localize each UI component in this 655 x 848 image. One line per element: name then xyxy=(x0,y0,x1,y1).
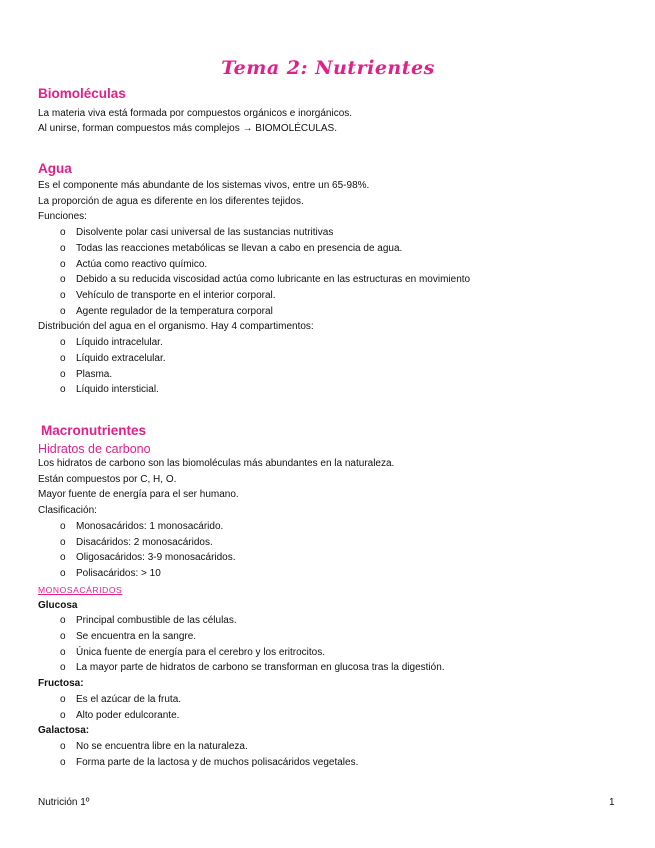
footer-page-number: 1 xyxy=(609,797,615,808)
list-item: o Vehículo de transporte en el interior corporal. xyxy=(60,290,276,301)
paragraph-line: Están compuestos por C, H, O. xyxy=(38,474,177,485)
footer-course: Nutrición 1º xyxy=(38,797,90,808)
paragraph-line: Mayor fuente de energía para el ser humano. xyxy=(38,489,239,500)
list-item: o La mayor parte de hidratos de carbono se transforman en glucosa tras la digestión. xyxy=(60,662,445,673)
list-item: o Alto poder edulcorante. xyxy=(60,710,180,721)
bullet-icon: o xyxy=(60,384,66,395)
paragraph-line: Distribución del agua en el organismo. Hay 4 compartimentos: xyxy=(38,321,314,332)
section-heading-biomoleculas: Biomoléculas xyxy=(38,86,126,101)
section-heading-agua: Agua xyxy=(38,161,72,176)
bullet-icon: o xyxy=(60,757,66,768)
paragraph-line: Al unirse, forman compuestos más complejos → BIOMOLÉCULAS. xyxy=(38,123,337,134)
bullet-icon: o xyxy=(60,647,66,658)
list-item: o Actúa como reactivo químico. xyxy=(60,259,208,270)
bullet-icon: o xyxy=(60,615,66,626)
section-heading-macronutrientes: Macronutrientes xyxy=(41,423,147,438)
list-item: o Agente regulador de la temperatura corporal xyxy=(60,306,273,317)
minor-heading-monosacaridos: MONOSACÁRIDOS xyxy=(38,585,123,595)
bullet-icon: o xyxy=(60,741,66,752)
term-label-galactosa: Galactosa: xyxy=(38,725,90,736)
list-item: o Todas las reacciones metabólicas se llevan a cabo en presencia de agua. xyxy=(60,243,403,254)
list-item: o Oligosacáridos: 3-9 monosacáridos. xyxy=(60,552,236,563)
list-item: o Principal combustible de las células. xyxy=(60,615,237,626)
bullet-icon: o xyxy=(60,227,66,238)
list-item: o Forma parte de la lactosa y de muchos polisacáridos vegetales. xyxy=(60,757,359,768)
paragraph-line: Es el componente más abundante de los sistemas vivos, entre un 65-98%. xyxy=(38,180,370,191)
bullet-icon: o xyxy=(60,710,66,721)
list-item: o Disacáridos: 2 monosacáridos. xyxy=(60,537,213,548)
bullet-icon: o xyxy=(60,694,66,705)
bullet-icon: o xyxy=(60,369,66,380)
list-item: o Es el azúcar de la fruta. xyxy=(60,694,182,705)
subsection-heading-hidratos: Hidratos de carbono xyxy=(38,442,151,456)
bullet-icon: o xyxy=(60,662,66,673)
term-label-fructosa: Fructosa: xyxy=(38,678,84,689)
paragraph-line: La proporción de agua es diferente en los diferentes tejidos. xyxy=(38,196,304,207)
page-title: Tema 2: Nutrientes xyxy=(221,57,435,79)
paragraph-line: Funciones: xyxy=(38,211,87,222)
bullet-icon: o xyxy=(60,306,66,317)
list-item: o Única fuente de energía para el cerebro y los eritrocitos. xyxy=(60,647,326,658)
list-item: o Debido a su reducida viscosidad actúa como lubricante en las estructuras en movimiento xyxy=(60,274,471,285)
list-item: o Líquido intersticial. xyxy=(60,384,159,395)
list-item: o Líquido extracelular. xyxy=(60,353,166,364)
list-item: o Se encuentra en la sangre. xyxy=(60,631,197,642)
bullet-icon: o xyxy=(60,537,66,548)
bullet-icon: o xyxy=(60,337,66,348)
bullet-icon: o xyxy=(60,243,66,254)
list-item: o Polisacáridos: > 10 xyxy=(60,568,161,579)
paragraph-line: Clasificación: xyxy=(38,505,97,516)
term-label-glucosa: Glucosa xyxy=(38,600,78,611)
list-item: o No se encuentra libre en la naturaleza. xyxy=(60,741,248,752)
bullet-icon: o xyxy=(60,568,66,579)
list-item: o Líquido intracelular. xyxy=(60,337,163,348)
paragraph-line: Los hidratos de carbono son las biomoléculas más abundantes en la naturaleza. xyxy=(38,458,395,469)
bullet-icon: o xyxy=(60,521,66,532)
list-item: o Plasma. xyxy=(60,369,113,380)
bullet-icon: o xyxy=(60,259,66,270)
list-item: o Monosacáridos: 1 monosacárido. xyxy=(60,521,224,532)
bullet-icon: o xyxy=(60,631,66,642)
bullet-icon: o xyxy=(60,274,66,285)
list-item: o Disolvente polar casi universal de las sustancias nutritivas xyxy=(60,227,334,238)
paragraph-line: La materia viva está formada por compuestos orgánicos e inorgánicos. xyxy=(38,108,353,119)
bullet-icon: o xyxy=(60,353,66,364)
bullet-icon: o xyxy=(60,290,66,301)
bullet-icon: o xyxy=(60,552,66,563)
